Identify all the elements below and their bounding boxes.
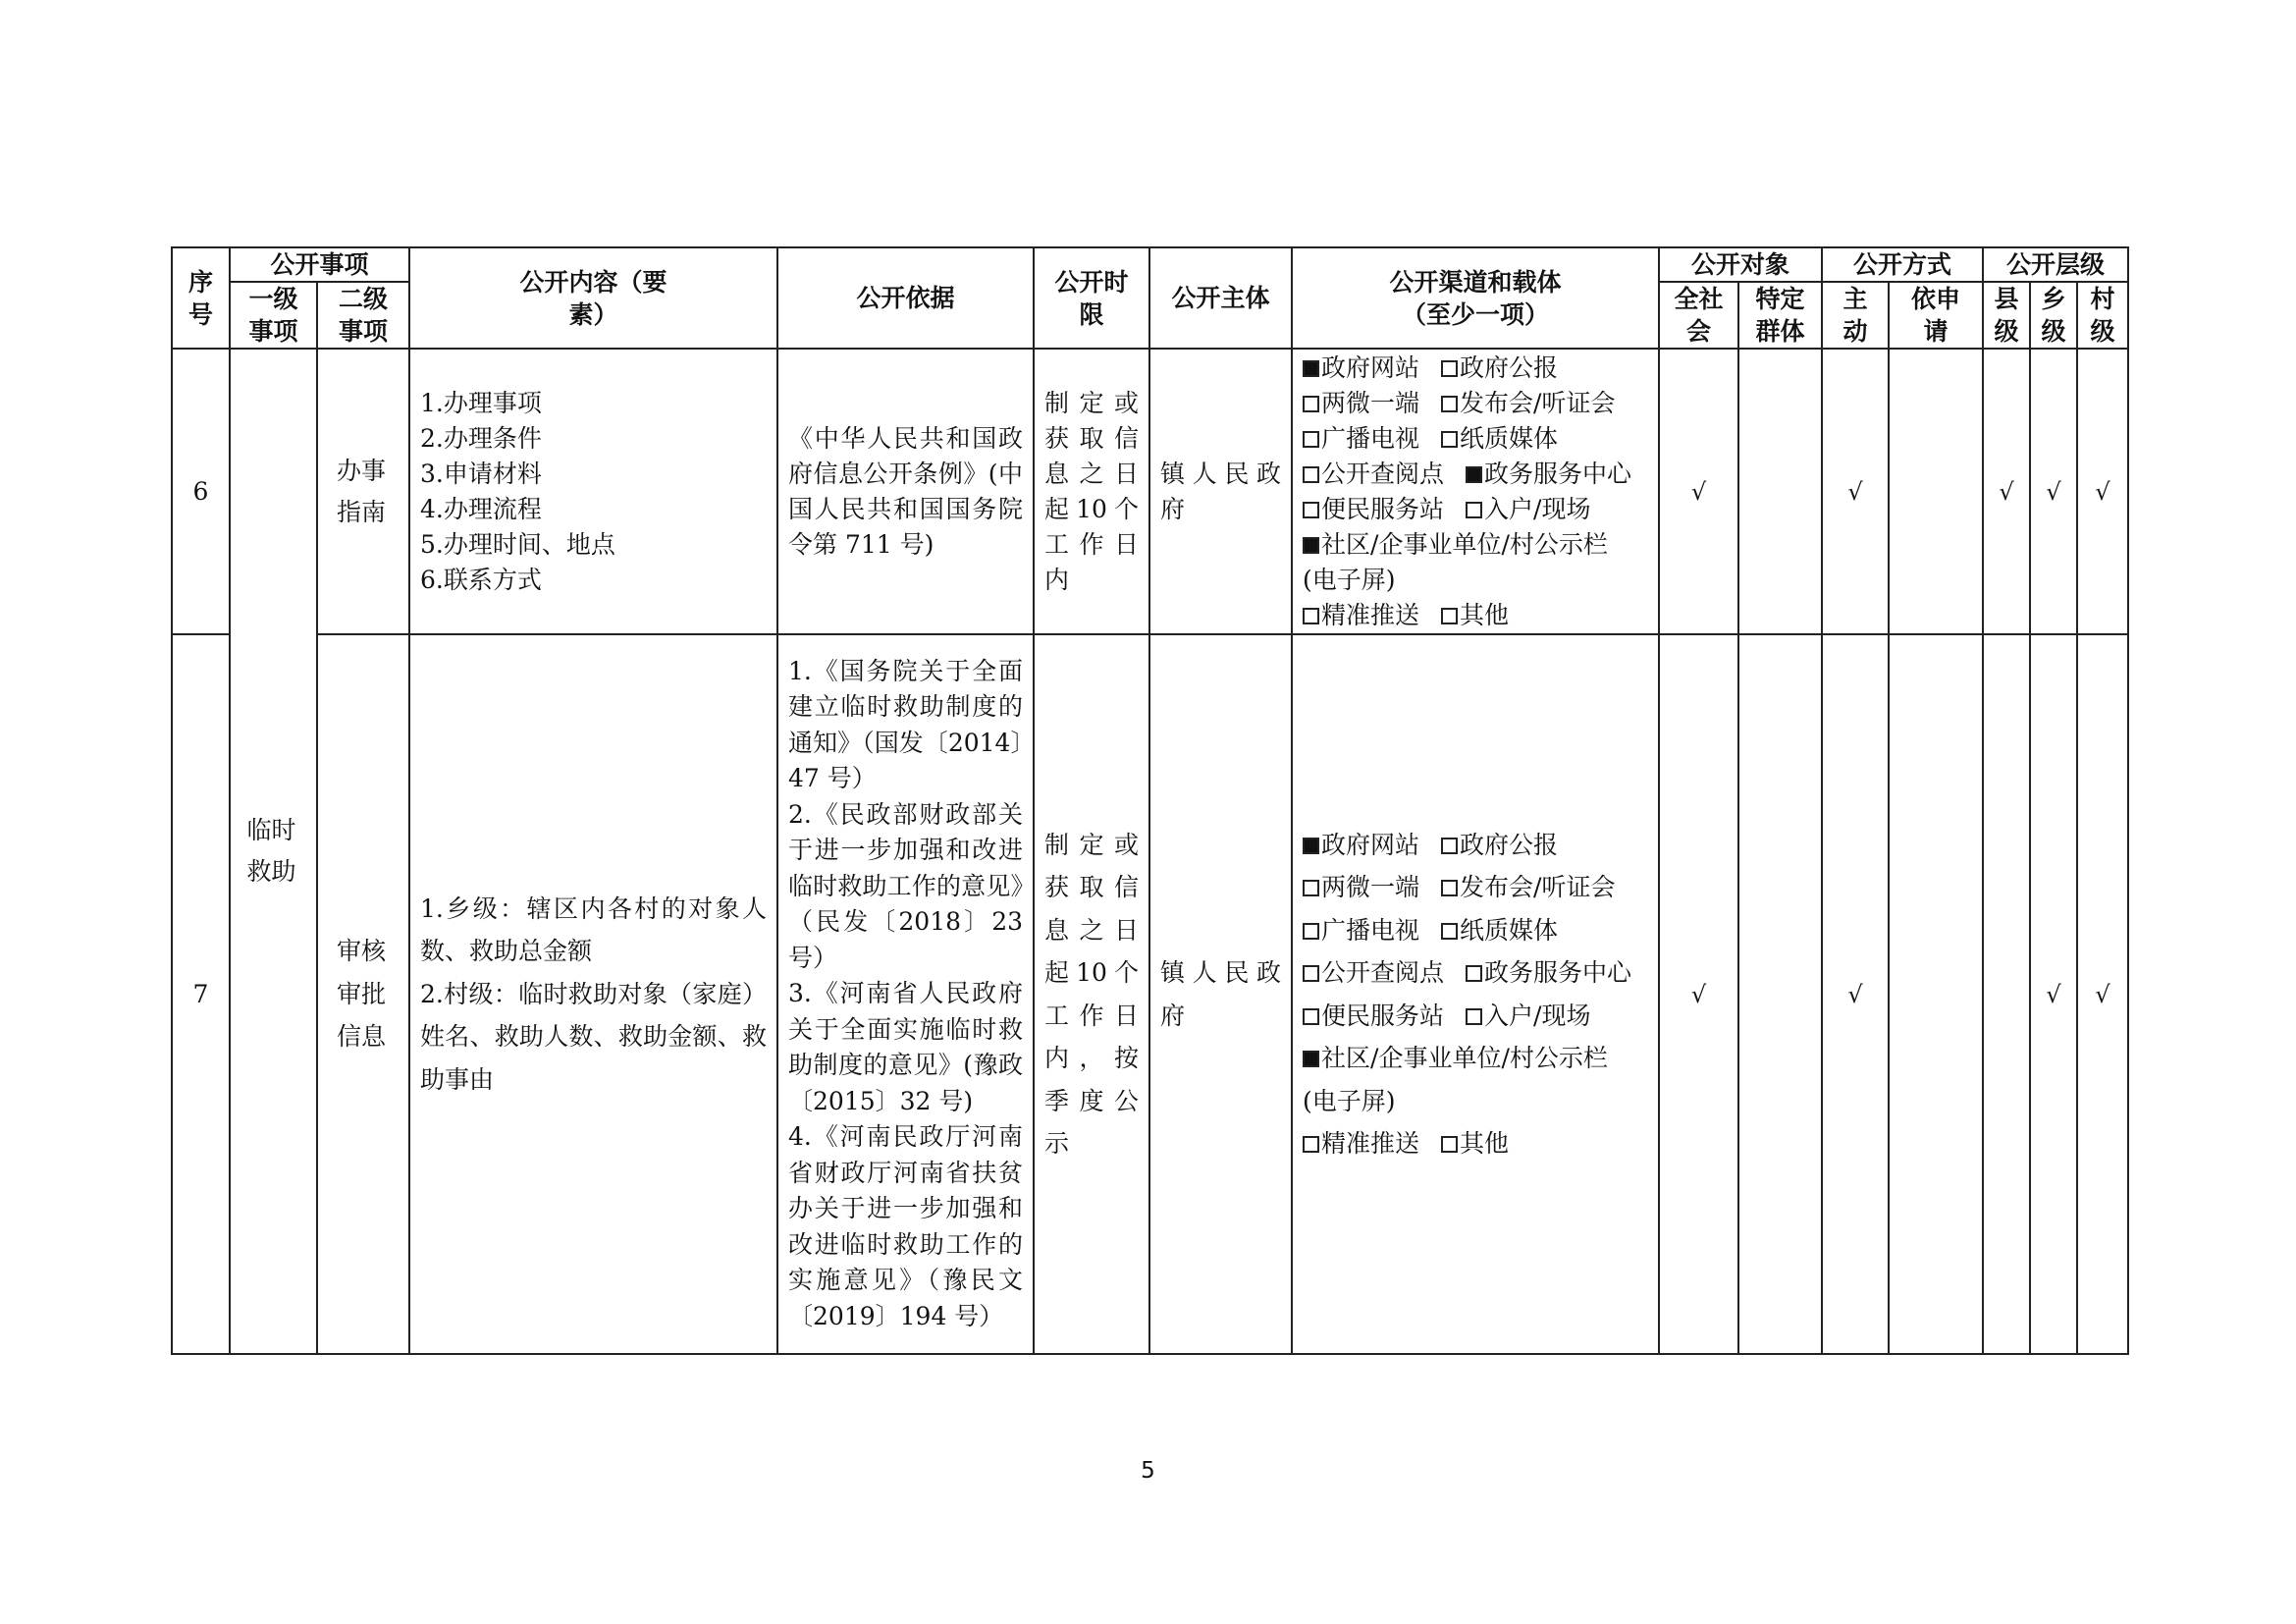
header-level-county: 县级	[1983, 282, 2030, 349]
paragraph: 4.《河南民政厅河南省财政厅河南省扶贫办关于进一步加强和改进临时救助工作的实施意见》（豫民文〔2019〕194 号）	[788, 1122, 1024, 1330]
channel-line	[1303, 386, 1648, 421]
checked-box-icon	[1303, 360, 1319, 377]
header-seq: 序号	[172, 247, 230, 349]
channel-label: 入户/现场	[1484, 1001, 1591, 1030]
channel-line	[1303, 598, 1648, 633]
row-level2: 办事指南	[317, 349, 409, 634]
channel-label: 政务服务中心	[1484, 958, 1632, 987]
header-level-village: 村级	[2077, 282, 2128, 349]
unchecked-box-icon	[1441, 431, 1458, 448]
channel-line	[1303, 995, 1648, 1038]
row-object-specific	[1738, 634, 1822, 1354]
unchecked-box-icon	[1466, 502, 1482, 518]
row-channels	[1292, 349, 1659, 634]
paragraph: 2.村级：临时救助对象（家庭）姓名、救助人数、救助金额、救助事由	[420, 979, 768, 1094]
unchecked-box-icon	[1303, 1136, 1319, 1153]
row-subject: 镇人民政府	[1149, 349, 1292, 634]
channel-label: 其他	[1460, 600, 1510, 629]
content-lines	[420, 386, 767, 598]
channel-label: 广播电视	[1321, 423, 1420, 453]
channel-line	[1303, 563, 1648, 598]
content-block	[420, 888, 767, 1102]
header-object-group: 公开对象	[1659, 247, 1822, 282]
unchecked-box-icon	[1303, 608, 1319, 624]
content-line: 5.办理时间、地点	[420, 529, 615, 559]
channel-label: 政务服务中心	[1484, 459, 1632, 488]
channel-line	[1303, 527, 1648, 563]
channel-label: 政府网站	[1321, 830, 1420, 859]
unchecked-box-icon	[1303, 923, 1319, 940]
disclosure-table	[171, 246, 2129, 1355]
row-time-limit: 制定或获取信息之日起10个工作日内，按季度公示	[1034, 634, 1149, 1354]
row-method-active: √	[1822, 349, 1889, 634]
channel-label: 社区/企事业单位/村公示栏	[1321, 1044, 1608, 1072]
channel-label: 广播电视	[1321, 915, 1420, 945]
unchecked-box-icon	[1441, 923, 1458, 940]
row-level-county: √	[1983, 349, 2030, 634]
unchecked-box-icon	[1466, 965, 1482, 982]
channel-line	[1303, 457, 1648, 492]
row-content	[409, 349, 777, 634]
header-level2: 二级事项	[317, 282, 409, 349]
row-level-village: √	[2077, 634, 2128, 1354]
header-content: 公开内容（要素）	[409, 247, 777, 349]
table-row	[172, 634, 2128, 1354]
unchecked-box-icon	[1441, 880, 1458, 896]
channel-line	[1303, 1122, 1648, 1165]
channel-label: 入户/现场	[1484, 494, 1591, 523]
channel-label: 两微一端	[1321, 873, 1420, 901]
header-basis: 公开依据	[777, 247, 1034, 349]
unchecked-box-icon	[1466, 1008, 1482, 1025]
unchecked-box-icon	[1303, 880, 1319, 896]
paragraph: 3.《河南省人民政府关于全面实施临时救助制度的意见》(豫政〔2015〕32 号)	[788, 979, 1024, 1115]
row-content	[409, 634, 777, 1354]
header-method-apply: 依申请	[1889, 282, 1983, 349]
channel-label: 政府网站	[1321, 352, 1420, 382]
row-level-town: √	[2030, 634, 2077, 1354]
channel-label: 发布会/听证会	[1460, 873, 1616, 901]
row-object-all: √	[1659, 349, 1738, 634]
header-level-town: 乡级	[2030, 282, 2077, 349]
unchecked-box-icon	[1441, 608, 1458, 624]
header-subject: 公开主体	[1149, 247, 1292, 349]
paragraph: 1.乡级：辖区内各村的对象人数、救助总金额	[420, 893, 768, 966]
paragraph: 2.《民政部财政部关于进一步加强和改进临时救助工作的意见》（民发〔2018〕23 号）	[788, 799, 1024, 972]
header-time-limit: 公开时限	[1034, 247, 1149, 349]
channel-label: 发布会/听证会	[1460, 388, 1616, 417]
row-basis: 《中华人民共和国政府信息公开条例》(中国人民共和国国务院令第 711 号)	[777, 349, 1034, 634]
channel-label: 政府公报	[1460, 352, 1559, 382]
channel-label: 精准推送	[1321, 1129, 1420, 1158]
row-level2: 审核审批信息	[317, 634, 409, 1354]
channel-line	[1303, 951, 1648, 995]
unchecked-box-icon	[1441, 1136, 1458, 1153]
checked-box-icon	[1303, 838, 1319, 854]
content-line: 6.联系方式	[420, 565, 542, 594]
channel-line	[1303, 1037, 1648, 1080]
header-channel: 公开渠道和载体（至少一项）	[1292, 247, 1659, 349]
unchecked-box-icon	[1303, 466, 1319, 483]
unchecked-box-icon	[1303, 431, 1319, 448]
row-method-apply	[1889, 349, 1983, 634]
header-method-group: 公开方式	[1822, 247, 1983, 282]
header-level-group: 公开层级	[1983, 247, 2128, 282]
unchecked-box-icon	[1303, 1008, 1319, 1025]
level1-cell: 临时救助	[230, 349, 317, 1354]
channel-label: 社区/企事业单位/村公示栏	[1321, 529, 1608, 559]
header-item-group: 公开事项	[230, 247, 409, 282]
content-line: 4.办理流程	[420, 494, 542, 523]
channel-line	[1303, 824, 1648, 867]
unchecked-box-icon	[1303, 502, 1319, 518]
header-method-active: 主动	[1822, 282, 1889, 349]
row-level-town: √	[2030, 349, 2077, 634]
header-level1: 一级事项	[230, 282, 317, 349]
header-object-specific: 特定群体	[1738, 282, 1822, 349]
content-line: 2.办理条件	[420, 423, 542, 453]
basis-block	[788, 654, 1023, 1335]
row-level-village: √	[2077, 349, 2128, 634]
row-subject: 镇人民政府	[1149, 634, 1292, 1354]
row-level-county	[1983, 634, 2030, 1354]
unchecked-box-icon	[1303, 965, 1319, 982]
channel-line	[1303, 866, 1648, 909]
row-object-all: √	[1659, 634, 1738, 1354]
row-basis	[777, 634, 1034, 1354]
channel-line	[1303, 351, 1648, 386]
channel-label: (电子屏)	[1303, 565, 1396, 594]
header-object-all: 全社会	[1659, 282, 1738, 349]
unchecked-box-icon	[1303, 396, 1319, 412]
unchecked-box-icon	[1441, 360, 1458, 377]
channel-line	[1303, 421, 1648, 457]
channel-label: 其他	[1460, 1129, 1510, 1158]
row-seq: 6	[172, 349, 230, 634]
row-object-specific	[1738, 349, 1822, 634]
channel-line	[1303, 909, 1648, 952]
channel-label: 两微一端	[1321, 388, 1420, 417]
table-row	[172, 349, 2128, 634]
checked-box-icon	[1303, 1051, 1319, 1067]
paragraph: 1.《国务院关于全面建立临时救助制度的通知》（国发〔2014〕47 号）	[788, 656, 1024, 793]
row-seq: 7	[172, 634, 230, 1354]
channel-label: (电子屏)	[1303, 1086, 1396, 1115]
channel-line	[1303, 492, 1648, 527]
checked-box-icon	[1303, 537, 1319, 554]
channel-label: 便民服务站	[1321, 494, 1445, 523]
channel-label: 政府公报	[1460, 830, 1559, 859]
unchecked-box-icon	[1441, 396, 1458, 412]
channel-label: 纸质媒体	[1460, 915, 1559, 945]
channel-label: 纸质媒体	[1460, 423, 1559, 453]
channel-label: 公开查阅点	[1321, 459, 1445, 488]
checked-box-icon	[1466, 466, 1482, 483]
unchecked-box-icon	[1441, 838, 1458, 854]
row-time-limit: 制定或获取信息之日起10个工作日内	[1034, 349, 1149, 634]
channel-label: 公开查阅点	[1321, 958, 1445, 987]
page-number: 5	[1141, 1458, 1155, 1484]
row-channels	[1292, 634, 1659, 1354]
channel-label: 精准推送	[1321, 600, 1420, 629]
channel-line	[1303, 1080, 1648, 1123]
row-method-apply	[1889, 634, 1983, 1354]
row-method-active: √	[1822, 634, 1889, 1354]
content-line: 3.申请材料	[420, 459, 542, 488]
channel-label: 便民服务站	[1321, 1001, 1445, 1030]
content-line: 1.办理事项	[420, 388, 542, 417]
